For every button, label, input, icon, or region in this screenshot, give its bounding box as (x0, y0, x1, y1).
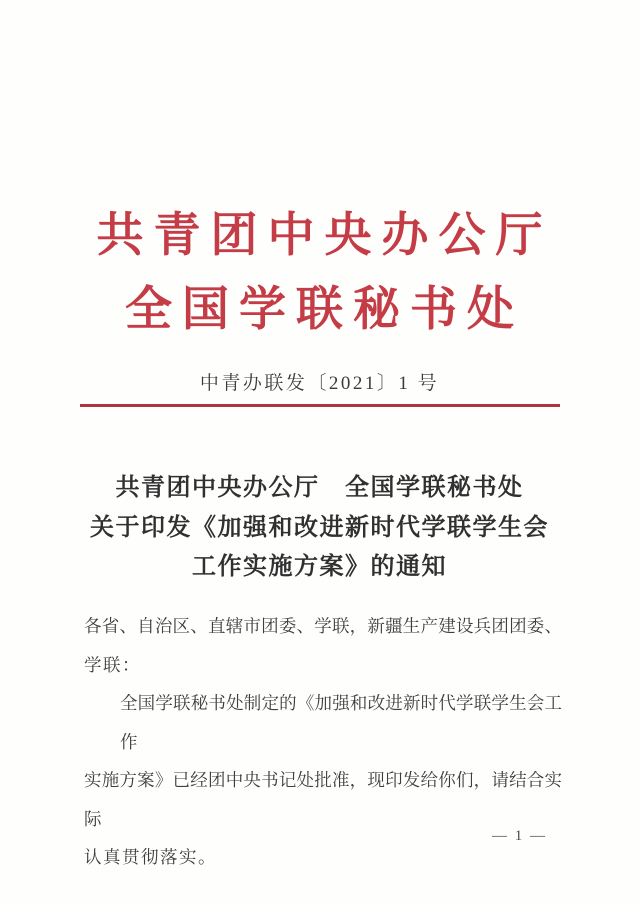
issuer-name-line-1: 共青团中央办公厅 (96, 210, 553, 262)
salutation-line-2: 学联： (84, 654, 141, 675)
red-separator-line (80, 404, 560, 407)
body-paragraph-line-1: 全国学联秘书处制定的《加强和改进新时代学联学生会工作 (120, 693, 562, 752)
document-title-line-2: 关于印发《加强和改进新时代学联学生会 (90, 514, 549, 541)
document-title-line-3: 工作实施方案》的通知 (192, 554, 447, 580)
document-title-line-1: 共青团中央办公厅 全国学联秘书处 (115, 475, 524, 501)
issuer-name-line-2: 全国学联秘书处 (125, 284, 524, 336)
body-paragraph-line-2: 实施方案》已经团中央书记处批准，现印发给你们，请结合实际 (84, 770, 562, 829)
salutation-line-1: 各省、自治区、直辖市团委、学联，新疆生产建设兵团团委、 (84, 616, 562, 636)
document-body (84, 607, 562, 877)
body-paragraph-line-3: 认真贯彻落实。 (84, 847, 217, 867)
page-number: — 1 — (492, 828, 547, 844)
document-title (0, 469, 639, 588)
document-number: 中青办联发〔2021〕1 号 (199, 373, 440, 394)
